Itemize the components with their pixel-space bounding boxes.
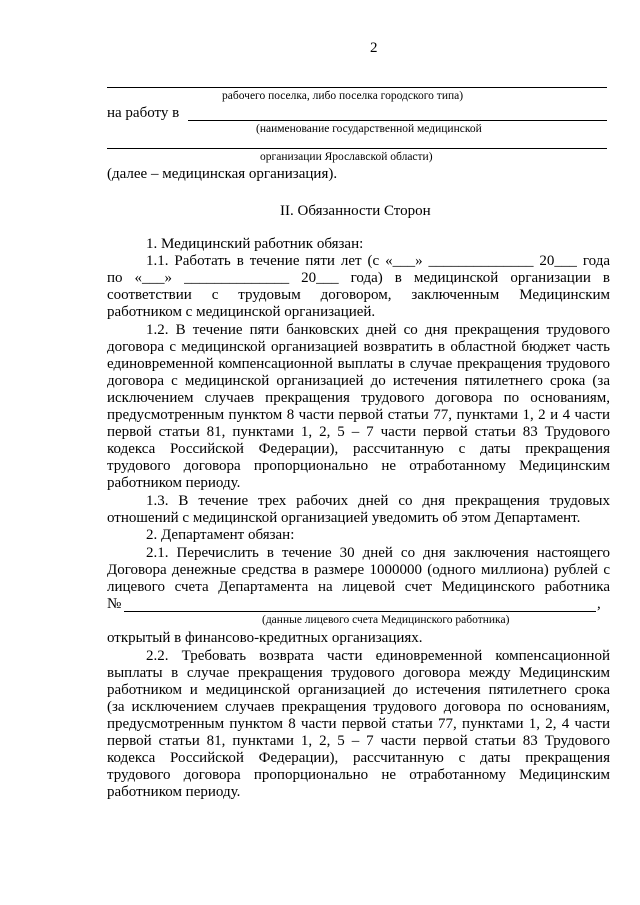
clause-2-heading: 2. Департамент обязан:	[146, 527, 295, 543]
organization-blank-line-2	[107, 148, 607, 149]
clause-1-2-line: кодекса Российской Федерации), рассчитанную с даты прекращения	[107, 441, 610, 457]
clause-1-1-line: по «___» ______________ 20___ года) в медицинской организации в	[107, 270, 610, 286]
clause-1-2-line: единовременной компенсационной выплаты в случае прекращения трудового	[107, 356, 610, 372]
clause-1-2-line: договора с медицинской организацией возвратить в областной бюджет часть	[107, 339, 610, 355]
clause-1-2-line: предусмотренным пунктом 8 части первой статьи 77, пунктами 1, 2 и 4 части	[107, 407, 610, 423]
clause-2-1-line: Договора денежные средства в размере 1000000 (одного миллиона) рублей с	[107, 562, 610, 578]
clause-1-1-line: работником с медицинской организацией.	[107, 304, 376, 320]
clause-2-2-line: 2.2. Требовать возврата части единовременной компенсационной	[146, 648, 610, 664]
caption-account-data: (данные лицевого счета Медицинского работника)	[262, 614, 510, 626]
account-number-sign: №	[107, 596, 122, 612]
page-number: 2	[370, 40, 378, 56]
caption-organization-region: организации Ярославской области)	[260, 151, 433, 163]
settlement-blank-line	[107, 87, 607, 88]
clause-2-2-line: (за исключением случаев прекращения трудового договора по основаниям,	[107, 699, 610, 715]
clause-2-2-line: кодекса Российской Федерации), рассчитанную с даты прекращения	[107, 750, 610, 766]
clause-2-2-line: первой статьи 81, пунктами 1, 2, 5 – 7 части первой статьи 83 Трудового	[107, 733, 610, 749]
clause-1-3-line: отношений с медицинской организацией уведомить об этом Департамент.	[107, 510, 581, 526]
clause-1-2-line: 1.2. В течение пяти банковских дней со дня прекращения трудового	[146, 322, 610, 338]
clause-2-2-line: предусмотренным пунктом 8 части первой статьи 77, пунктами 1, 2, 4 части	[107, 716, 610, 732]
clause-2-1-line: открытый в финансово-кредитных организациях.	[107, 630, 423, 646]
clause-1-2-line: работником периоду.	[107, 475, 241, 491]
clause-1-3-line: 1.3. В течение трех рабочих дней со дня прекращения трудовых	[146, 493, 610, 509]
clause-2-1-line: лицевого счета Департамента на лицевой счет Медицинского работника	[107, 579, 610, 595]
account-number-blank-line	[124, 611, 596, 612]
clause-1-1-line: соответствии с трудовым договором, заключенным Медицинским	[107, 287, 610, 303]
clause-1-2-line: исключением случаев прекращения трудового договора по основаниям,	[107, 390, 610, 406]
clause-1-1-line: 1.1. Работать в течение пяти лет (с «___» ______________ 20___ года	[146, 253, 610, 269]
account-number-comma: ,	[597, 596, 601, 612]
work-in-label: на работу в	[107, 105, 180, 121]
hereinafter-text: (далее – медицинская организация).	[107, 166, 338, 182]
clause-1-2-line: первой статьи 81, пунктами 1, 2, 5 – 7 части первой статьи 83 Трудового	[107, 424, 610, 440]
organization-blank-line	[188, 120, 607, 121]
clause-2-1-line: 2.1. Перечислить в течение 30 дней со дня заключения настоящего	[146, 545, 610, 561]
clause-2-2-line: выплаты в случае прекращения трудового договора между Медицинским	[107, 665, 610, 681]
caption-organization-name: (наименование государственной медицинской	[256, 123, 482, 135]
clause-2-2-line: работником периоду.	[107, 784, 241, 800]
section-title: II. Обязанности Сторон	[280, 203, 431, 219]
clause-1-heading: 1. Медицинский работник обязан:	[146, 236, 364, 252]
caption-settlement: рабочего поселка, либо поселка городского типа)	[222, 90, 464, 102]
clause-1-2-line: договора с медицинской организацией до истечения пятилетнего срока (за	[107, 373, 610, 389]
clause-2-2-line: работником и медицинской организацией до истечения пятилетнего срока	[107, 682, 610, 698]
clause-1-2-line: трудового договора пропорционально не отработанному Медицинским	[107, 458, 610, 474]
clause-2-2-line: трудового договора пропорционально не отработанному Медицинским	[107, 767, 610, 783]
